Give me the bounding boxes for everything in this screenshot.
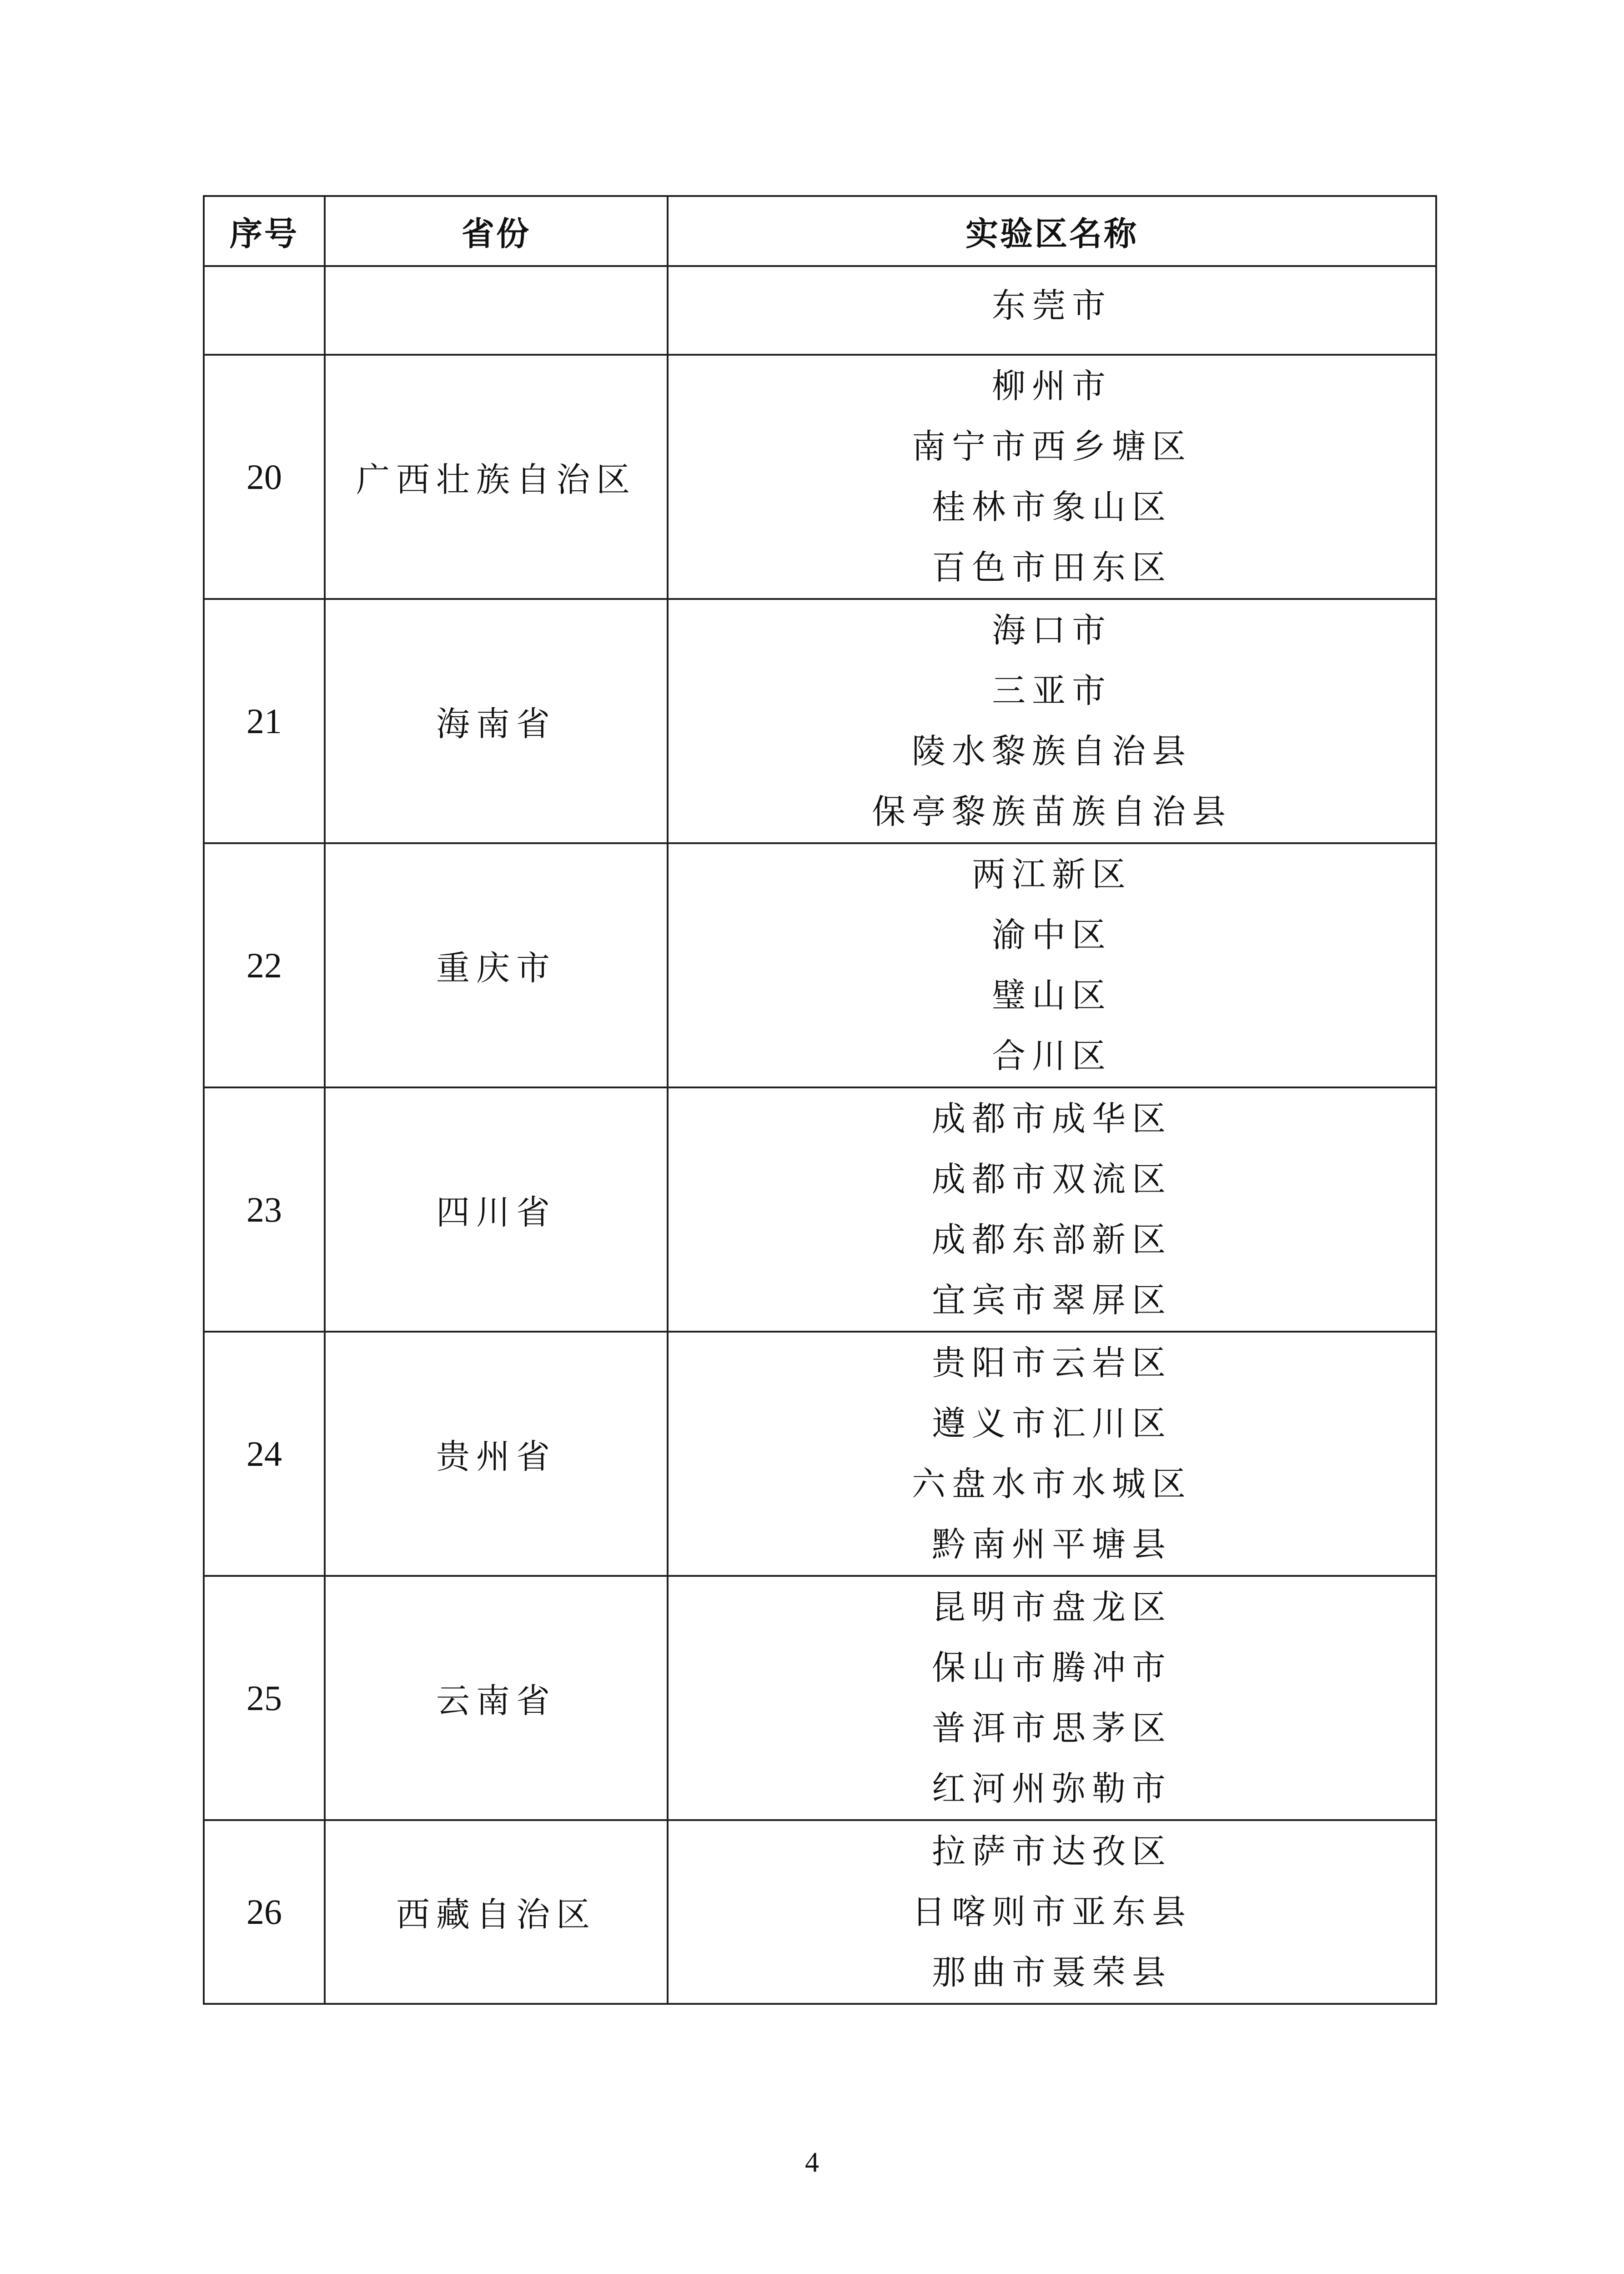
seq-cell: 20 <box>204 355 325 599</box>
province-cell: 西藏自治区 <box>325 1820 668 2004</box>
zone-name: 东莞市 <box>992 286 1112 325</box>
table-row <box>204 1332 1436 1576</box>
zone-table-container <box>203 195 1435 2005</box>
seq-cell: 26 <box>204 1820 325 2004</box>
seq-cell: 25 <box>204 1576 325 1820</box>
zone-name: 百色市田东区 <box>932 548 1172 587</box>
seq-cell: 21 <box>204 599 325 843</box>
zone-name: 保亭黎族苗族自治县 <box>872 792 1232 831</box>
zone-name: 成都东部新区 <box>932 1220 1172 1259</box>
zone-name: 那曲市聂荣县 <box>932 1952 1172 1992</box>
zone-name: 保山市腾冲市 <box>932 1648 1172 1687</box>
province-cell: 四川省 <box>325 1087 668 1332</box>
header-province: 省份 <box>325 196 668 266</box>
zone-list-cell <box>668 1332 1436 1576</box>
province-cell: 广西壮族自治区 <box>325 355 668 599</box>
zone-name: 红河州弥勒市 <box>932 1769 1172 1808</box>
zone-name: 普洱市思茅区 <box>932 1708 1172 1748</box>
province-cell: 海南省 <box>325 599 668 843</box>
zone-list-cell <box>668 266 1436 355</box>
province-cell <box>325 266 668 355</box>
seq-cell: 23 <box>204 1087 325 1332</box>
zone-name: 成都市双流区 <box>932 1159 1172 1199</box>
zone-name: 昆明市盘龙区 <box>932 1587 1172 1627</box>
zone-list-cell <box>668 1087 1436 1332</box>
zone-name: 遵义市汇川区 <box>932 1404 1172 1443</box>
zone-name: 成都市成华区 <box>932 1099 1172 1138</box>
province-cell: 贵州省 <box>325 1332 668 1576</box>
table-row <box>204 1576 1436 1820</box>
zone-list-cell <box>668 1576 1436 1820</box>
zone-name: 三亚市 <box>992 671 1112 710</box>
zone-name: 两江新区 <box>972 855 1132 894</box>
zone-name: 拉萨市达孜区 <box>932 1831 1172 1871</box>
zone-name: 璧山区 <box>992 976 1112 1015</box>
zone-name: 六盘水市水城区 <box>912 1464 1192 1504</box>
zone-name: 南宁市西乡塘区 <box>912 427 1192 466</box>
header-zone-name: 实验区名称 <box>668 196 1436 266</box>
seq-cell <box>204 266 325 355</box>
zone-name: 陵水黎族自治县 <box>912 731 1192 771</box>
zone-list-cell <box>668 843 1436 1087</box>
header-seq: 序号 <box>204 196 325 266</box>
zone-name: 柳州市 <box>992 366 1112 406</box>
table-row <box>204 266 1436 355</box>
table-row <box>204 1820 1436 2004</box>
table-row <box>204 355 1436 599</box>
zone-name: 黔南州平塘县 <box>932 1524 1172 1564</box>
zone-name: 日喀则市亚东县 <box>912 1892 1192 1932</box>
table-row <box>204 843 1436 1087</box>
zone-name: 合川区 <box>992 1036 1112 1076</box>
zone-name: 宜宾市翠屏区 <box>932 1280 1172 1320</box>
zone-list-cell <box>668 599 1436 843</box>
zone-name: 渝中区 <box>992 915 1112 955</box>
province-cell: 云南省 <box>325 1576 668 1820</box>
pilot-zone-table <box>203 195 1437 2005</box>
seq-cell: 24 <box>204 1332 325 1576</box>
province-cell: 重庆市 <box>325 843 668 1087</box>
seq-cell: 22 <box>204 843 325 1087</box>
zone-list-cell <box>668 1820 1436 2004</box>
table-row <box>204 599 1436 843</box>
zone-list-cell <box>668 355 1436 599</box>
table-row <box>204 1087 1436 1332</box>
page-number: 4 <box>805 2147 819 2178</box>
zone-name: 贵阳市云岩区 <box>932 1343 1172 1383</box>
table-header-row <box>204 196 1436 266</box>
zone-name: 桂林市象山区 <box>932 487 1172 527</box>
zone-name: 海口市 <box>992 610 1112 650</box>
